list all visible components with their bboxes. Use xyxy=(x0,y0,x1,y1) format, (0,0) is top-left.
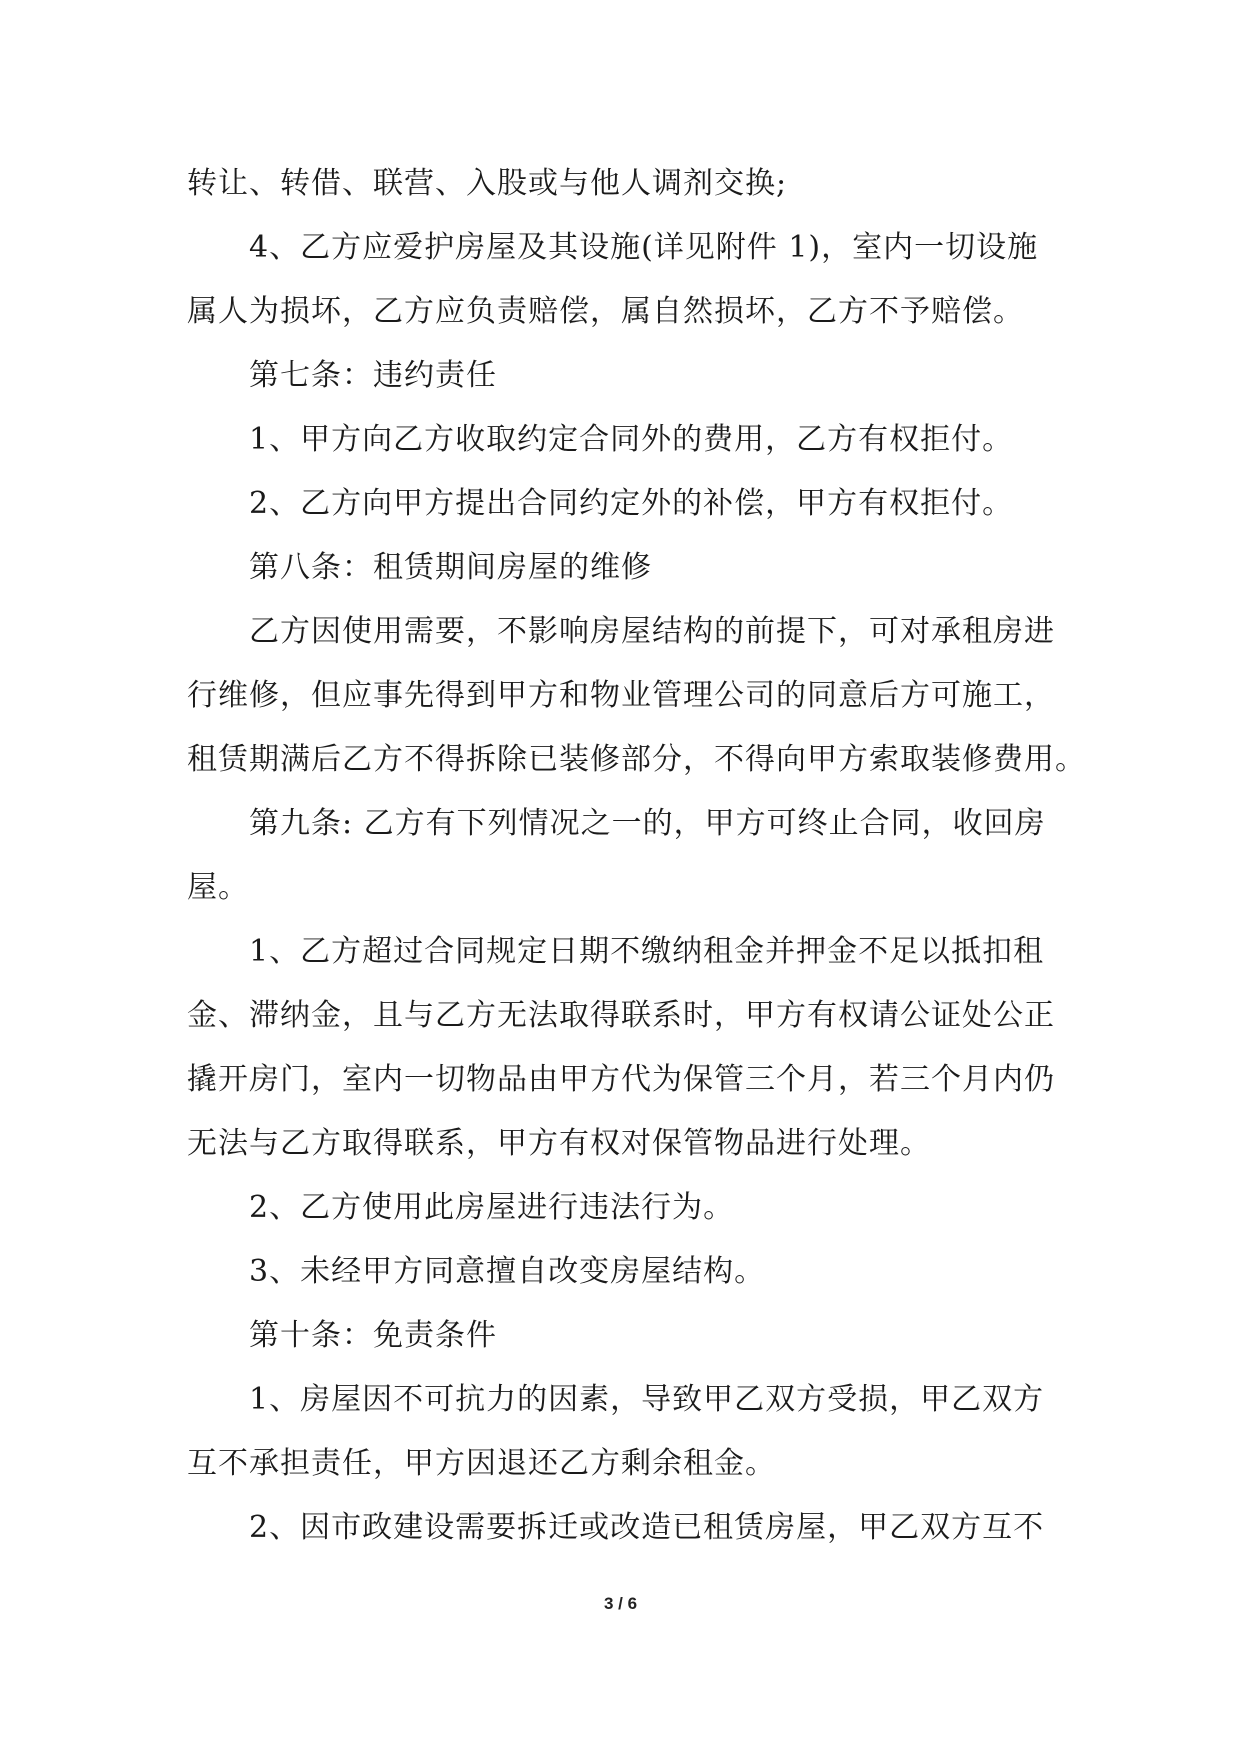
section-heading: 第八条：租赁期间房屋的维修 xyxy=(249,550,652,585)
text-line: 屋。 xyxy=(187,870,249,905)
text-line: 无法与乙方取得联系，甲方有权对保管物品进行处理。 xyxy=(187,1126,931,1161)
text-line: 乙方因使用需要，不影响房屋结构的前提下，可对承租房进 xyxy=(249,614,1055,649)
page-number: 3 / 6 xyxy=(603,1594,638,1613)
section-heading: 第十条：免责条件 xyxy=(249,1318,497,1353)
document-body xyxy=(187,152,1086,1560)
text-line: 4、乙方应爱护房屋及其设施(详见附件 1)，室内一切设施 xyxy=(249,230,1039,265)
section-heading: 第七条：违约责任 xyxy=(249,358,497,393)
section-heading: 第九条: 乙方有下列情况之一的，甲方可终止合同，收回房 xyxy=(249,806,1046,841)
text-line: 互不承担责任，甲方因退还乙方剩余租金。 xyxy=(187,1446,776,1481)
text-line: 3、未经甲方同意擅自改变房屋结构。 xyxy=(249,1254,766,1289)
text-line: 转让、转借、联营、入股或与他人调剂交换; xyxy=(187,166,788,201)
text-line: 属人为损坏，乙方应负责赔偿，属自然损坏，乙方不予赔偿。 xyxy=(187,294,1024,329)
text-line: 1、甲方向乙方收取约定合同外的费用，乙方有权拒付。 xyxy=(249,422,1014,457)
text-line: 1、房屋因不可抗力的因素，导致甲乙双方受损，甲乙双方 xyxy=(249,1382,1045,1417)
text-line: 金、滞纳金，且与乙方无法取得联系时，甲方有权请公证处公正 xyxy=(187,998,1055,1033)
text-line: 1、乙方超过合同规定日期不缴纳租金并押金不足以抵扣租 xyxy=(249,934,1045,969)
text-line: 2、乙方向甲方提出合同约定外的补偿，甲方有权拒付。 xyxy=(249,486,1014,521)
text-line: 租赁期满后乙方不得拆除已装修部分，不得向甲方索取装修费用。 xyxy=(187,742,1086,777)
text-line: 行维修，但应事先得到甲方和物业管理公司的同意后方可施工， xyxy=(187,678,1055,713)
text-line: 2、因市政建设需要拆迁或改造已租赁房屋，甲乙双方互不 xyxy=(249,1510,1045,1545)
text-line: 2、乙方使用此房屋进行违法行为。 xyxy=(249,1190,735,1225)
text-line: 撬开房门，室内一切物品由甲方代为保管三个月，若三个月内仍 xyxy=(187,1062,1055,1097)
